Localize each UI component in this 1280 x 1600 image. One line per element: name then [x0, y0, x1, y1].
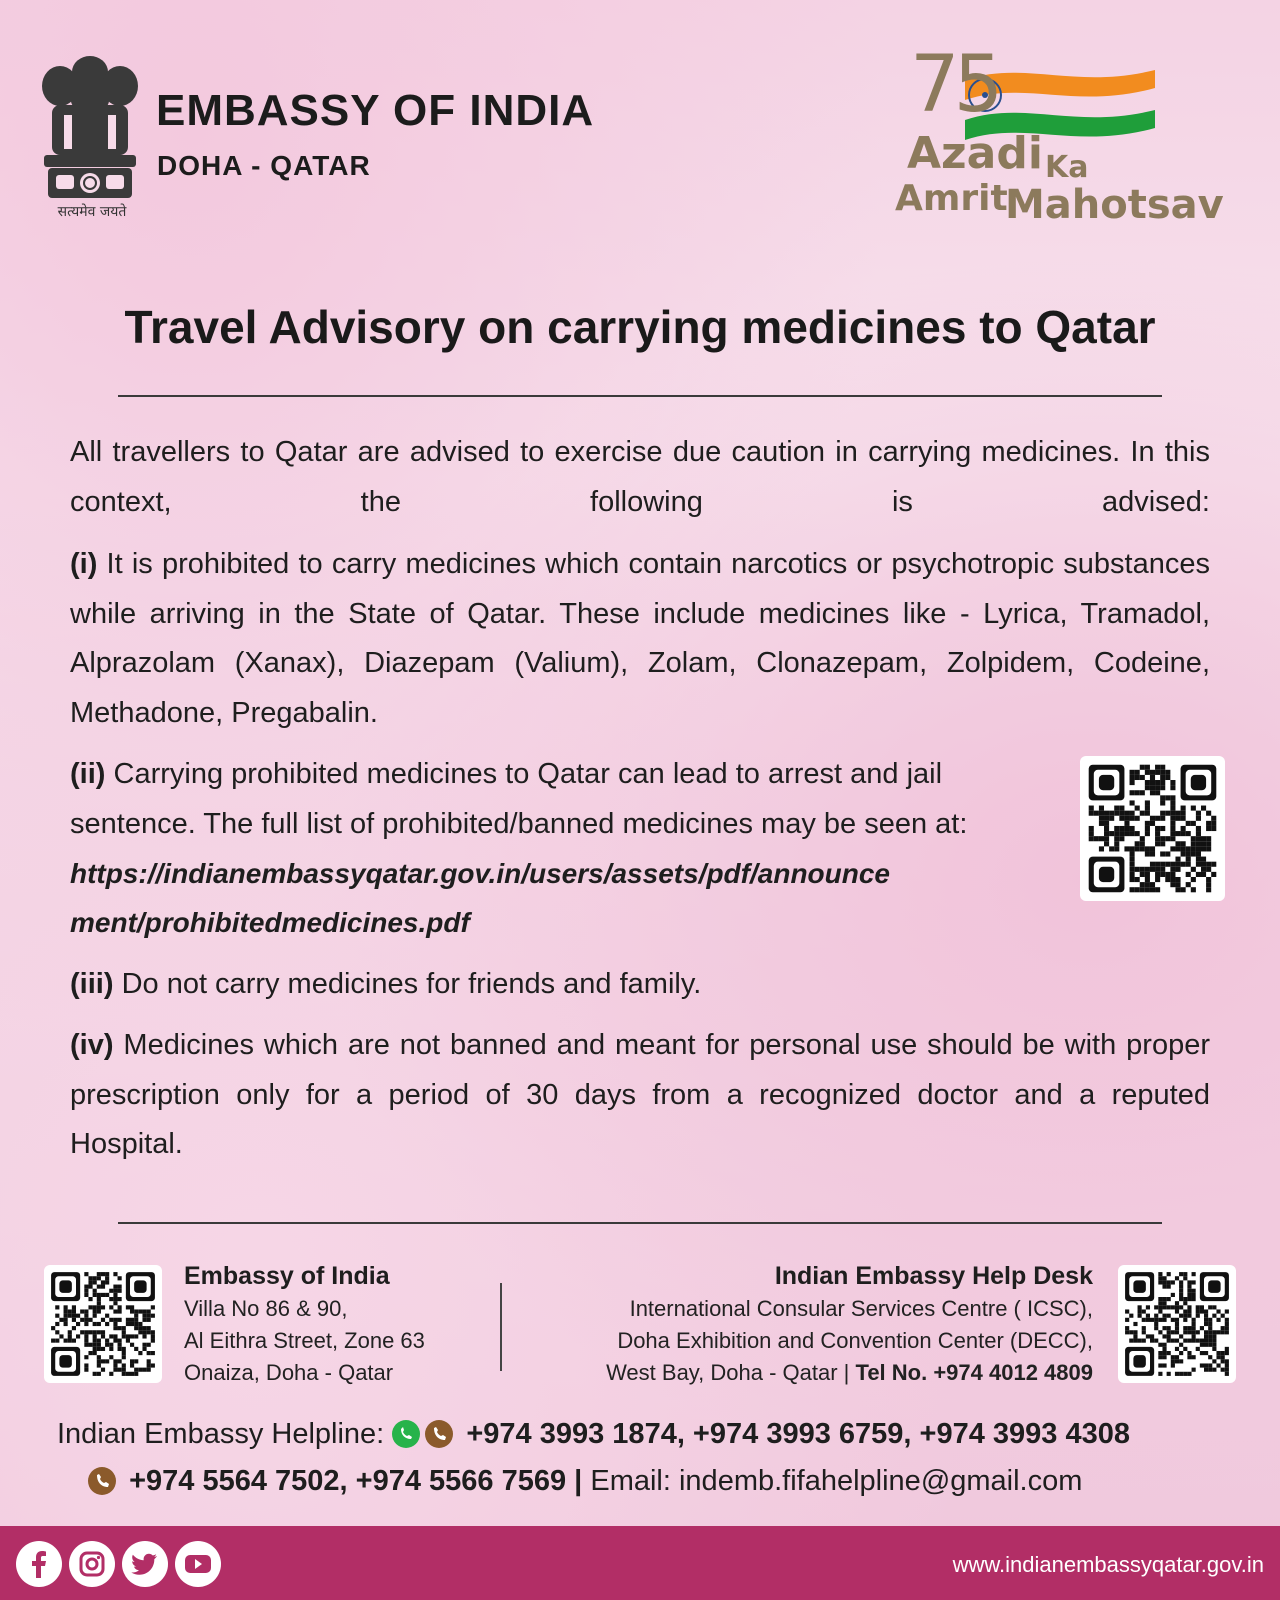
embassy-title: EMBASSY OF INDIA [156, 86, 595, 135]
prohibited-list-link[interactable]: https://indianembassyqatar.gov.in/users/assets/pdf/announce [70, 858, 890, 889]
intro-paragraph [70, 428, 1210, 527]
footer-divider [118, 1222, 1162, 1224]
qr-code-help-desk[interactable] [1118, 1265, 1236, 1383]
qr-code-prohibited-list[interactable] [1080, 756, 1225, 901]
advisory-point-4 [70, 1021, 1210, 1170]
help-desk-tel[interactable]: Tel No. +974 4012 4809 [855, 1360, 1093, 1385]
help-desk-location: West Bay, Doha - Qatar | [606, 1360, 850, 1385]
contact-divider [500, 1283, 502, 1371]
azadi-ka-amrit-mahotsav-logo [895, 40, 1250, 235]
advisory-point-2 [70, 750, 1060, 849]
point-text: Carrying prohibited medicines to Qatar can lead to arrest and jail sentence. The full list of prohibited/banned medicines may be seen at: [70, 758, 968, 840]
point-label: (i) [70, 548, 98, 580]
logo-word-amrit: Amrit [895, 178, 1008, 219]
prohibited-list-link-line1[interactable] [70, 849, 890, 899]
title-divider [118, 395, 1162, 397]
point-label: (ii) [70, 758, 106, 790]
point-label: (iv) [70, 1029, 114, 1061]
embassy-subtitle: DOHA - QATAR [157, 150, 371, 181]
logo-number: 75 [910, 40, 998, 130]
logo-word-ka: Ka [1045, 150, 1089, 185]
instagram-icon[interactable] [69, 1541, 115, 1587]
youtube-icon[interactable] [175, 1541, 221, 1587]
helpline-numbers-2[interactable]: +974 5564 7502, +974 5566 7569 [129, 1465, 567, 1497]
intro-text: All travellers to Qatar are advised to exercise due caution in carrying medicines. In this context, the following is advised: [70, 436, 1210, 518]
help-desk-line: Doha Exhibition and Convention Center (DECC), [617, 1328, 1093, 1353]
embassy-address-line: Villa No 86 & 90, [184, 1296, 348, 1321]
phone-icon [88, 1467, 116, 1495]
logo-word-azadi: Azadi [907, 128, 1043, 179]
whatsapp-icon [392, 1420, 420, 1448]
advisory-point-3 [70, 960, 1210, 1010]
emblem-motto: सत्यमेव जयते [57, 204, 127, 220]
point-text: Do not carry medicines for friends and family. [121, 968, 702, 1000]
helpline-separator: | [574, 1465, 583, 1497]
point-text: Medicines which are not banned and meant for personal use should be with proper prescription only for a period of 30 days from a recognized doctor and a reputed Hospital. [70, 1029, 1210, 1160]
embassy-address-title: Embassy of India [184, 1262, 390, 1290]
point-label: (iii) [70, 968, 114, 1000]
helpline-label: Indian Embassy Helpline: [57, 1418, 385, 1450]
logo-word-mahotsav: Mahotsav [1005, 182, 1224, 228]
embassy-address-line: Onaiza, Doha - Qatar [184, 1360, 394, 1385]
embassy-address-line: Al Eithra Street, Zone 63 [184, 1328, 425, 1353]
help-desk-title: Indian Embassy Help Desk [774, 1262, 1093, 1290]
point-text: It is prohibited to carry medicines which contain narcotics or psychotropic substances while arriving in the State of Qatar. These include medicines like - Lyrica, Tramadol, Alprazolam (Xanax), Diazepam (Valium), Zolam, Clonazepam, Zolpidem, Codeine, Methadone, Pregabalin. [70, 548, 1210, 729]
helpline-row-2 [88, 1465, 1082, 1498]
helpline-numbers[interactable]: +974 3993 1874, +974 3993 6759, +974 3993 4308 [466, 1418, 1130, 1450]
advisory-point-1 [70, 540, 1210, 738]
national-emblem [34, 50, 146, 228]
prohibited-list-link-cont[interactable]: ment/prohibitedmedicines.pdf [70, 907, 470, 938]
prohibited-list-link-line2[interactable] [70, 898, 470, 948]
help-desk-line: International Consular Services Centre ( ICSC), [629, 1296, 1093, 1321]
qr-code-embassy[interactable] [44, 1265, 162, 1383]
phone-icon [425, 1420, 453, 1448]
helpline-email[interactable]: Email: indemb.fifahelpline@gmail.com [590, 1465, 1083, 1497]
helpline-row-1 [57, 1418, 1130, 1451]
facebook-icon[interactable] [16, 1541, 62, 1587]
page-title: Travel Advisory on carrying medicines to Qatar [124, 301, 1156, 353]
help-desk-line-tel [606, 1360, 1093, 1386]
website-link[interactable]: www.indianembassyqatar.gov.in [952, 1552, 1264, 1577]
twitter-icon[interactable] [122, 1541, 168, 1587]
